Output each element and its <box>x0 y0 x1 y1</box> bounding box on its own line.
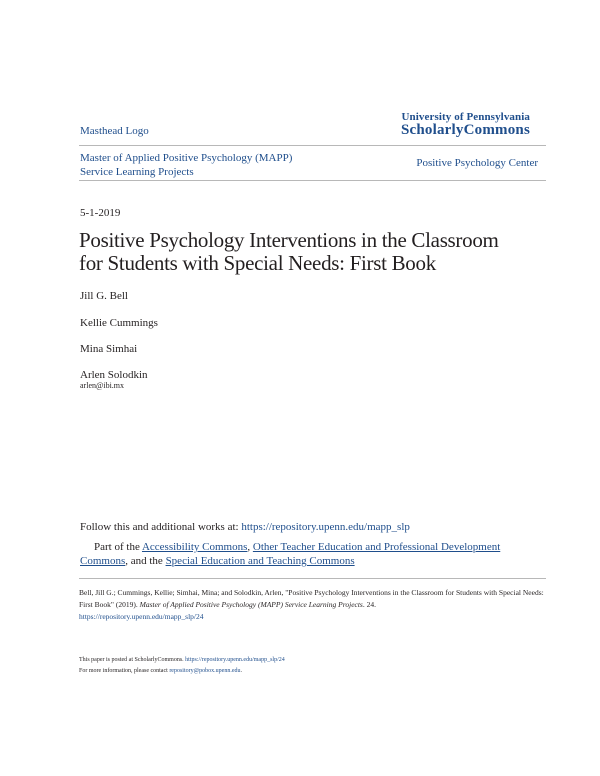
upenn-scholarlycommons-logo[interactable] <box>401 111 530 138</box>
series-link[interactable] <box>80 151 292 179</box>
info-suffix: . <box>240 668 242 674</box>
publication-date: 5-1-2019 <box>80 207 121 219</box>
series-divider <box>79 180 546 181</box>
citation-journal: Master of Applied Positive Psychology (MAPP) Service Learning Projects <box>139 600 363 609</box>
citation-text: Bell, Jill G.; Cummings, Kellie; Simhai, Mina; and Solodkin, Arlen, "Positive Psychology Interventions in the Classroom for Students with Special Needs: First Book" (2019). <box>79 588 544 609</box>
posted-url-link[interactable]: https://repository.upenn.edu/mapp_slp/24 <box>185 657 285 663</box>
paper-title <box>79 229 549 275</box>
citation-divider <box>79 578 546 579</box>
series-line-1: Master of Applied Positive Psychology (MAPP) <box>80 152 293 164</box>
author-3: Mina Simhai <box>80 343 138 355</box>
header-divider <box>79 145 546 146</box>
contact-notice <box>79 668 242 674</box>
special-education-commons-link[interactable]: Special Education and Teaching Commons <box>165 555 355 567</box>
posted-notice <box>79 657 285 663</box>
university-name: University of Pennsylvania <box>401 111 530 123</box>
citation-number: . 24. <box>362 600 376 609</box>
masthead-logo[interactable]: Masthead Logo <box>80 125 149 137</box>
posted-prefix: This paper is posted at ScholarlyCommons. <box>79 657 186 663</box>
repository-name: ScholarlyCommons <box>400 122 530 138</box>
author-4: Arlen Solodkin <box>80 369 148 381</box>
and-the-text: , and the <box>125 555 166 567</box>
info-prefix: For more information, please contact <box>79 668 170 674</box>
center-link[interactable]: Positive Psychology Center <box>416 157 538 169</box>
teacher-education-commons-link[interactable]: Other Teacher Education and Professional Development Commons <box>80 541 501 567</box>
part-of-paragraph <box>80 540 525 568</box>
follow-prefix: Follow this and additional works at: <box>80 521 242 533</box>
title-line-1: Positive Psychology Interventions in the Classroom <box>79 228 499 252</box>
author-1: Jill G. Bell <box>80 290 128 302</box>
follow-url-link[interactable]: https://repository.upenn.edu/mapp_slp <box>241 521 410 533</box>
follow-line <box>80 521 410 533</box>
part-of-prefix: Part of the <box>94 541 142 553</box>
accessibility-commons-link[interactable]: Accessibility Commons <box>141 541 248 553</box>
contact-email-link[interactable]: repository@pobox.upenn.edu <box>169 668 241 674</box>
author-2: Kellie Cummings <box>80 317 158 329</box>
title-line-2: for Students with Special Needs: First Book <box>79 251 436 275</box>
series-line-2: Service Learning Projects <box>80 166 194 178</box>
citation-url-link[interactable]: https://repository.upenn.edu/mapp_slp/24 <box>79 612 204 621</box>
author-email: arlen@ibi.mx <box>80 381 125 390</box>
recommended-citation <box>79 587 551 623</box>
comma-separator: , <box>247 541 253 553</box>
